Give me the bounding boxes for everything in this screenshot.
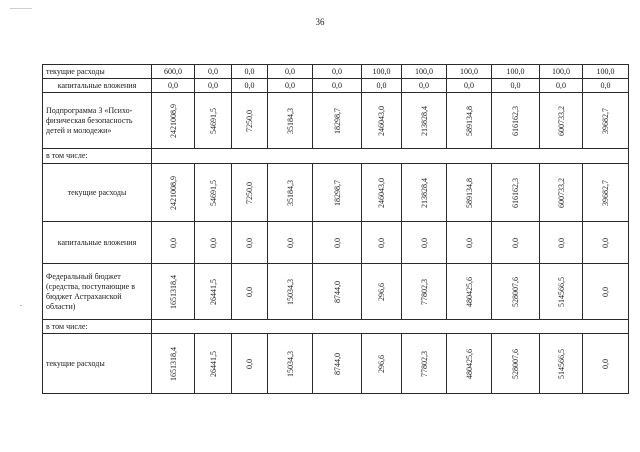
value-cell	[268, 264, 313, 320]
value-cell	[583, 93, 629, 149]
value-text: 7250,0	[245, 181, 254, 204]
value-text: 296,6	[377, 282, 386, 301]
value-text: 246043,0	[377, 105, 386, 136]
value-text: 0,0	[464, 237, 474, 248]
value-text: 15034,3	[285, 278, 295, 305]
value-cell	[492, 264, 540, 320]
row-label: капитальные вложения	[43, 79, 152, 93]
value-cell: 100,0	[540, 65, 583, 79]
value-text: 600733,2	[556, 105, 566, 136]
value-cell: 0,0	[447, 79, 492, 93]
value-cell	[195, 164, 232, 222]
table-row	[43, 93, 629, 149]
value-text: 616162,3	[511, 177, 520, 208]
value-cell	[583, 264, 629, 320]
table-row	[43, 222, 629, 264]
value-cell: 0,0	[540, 79, 583, 93]
row-label: в том числе:	[43, 149, 152, 164]
table-row	[43, 164, 629, 222]
value-text: 18298,7	[332, 107, 342, 134]
value-cell	[362, 93, 402, 149]
value-text: 54691,5	[208, 179, 218, 206]
value-cell: 0,0	[195, 79, 232, 93]
value-cell	[540, 334, 583, 394]
value-cell	[492, 222, 540, 264]
empty-span-cell	[152, 149, 629, 164]
margin-mark: -	[20, 301, 23, 309]
value-text: 0,0	[377, 237, 386, 248]
value-cell	[447, 93, 492, 149]
value-text: 54691,5	[208, 107, 218, 134]
value-text: 514566,5	[556, 276, 566, 307]
value-text: 589134,8	[464, 105, 474, 136]
table-row	[43, 334, 629, 394]
value-text: 246043,0	[377, 177, 386, 208]
value-text: 0,0	[245, 358, 254, 369]
value-cell	[195, 93, 232, 149]
value-cell	[583, 222, 629, 264]
value-cell	[583, 164, 629, 222]
value-text: 600733,2	[556, 177, 566, 208]
value-text: 39682,7	[601, 107, 610, 134]
value-text: 1651318,4	[168, 346, 178, 381]
value-cell	[313, 334, 362, 394]
value-text: 589134,8	[464, 177, 474, 208]
value-cell: 0,0	[152, 79, 195, 93]
value-text: 0,0	[332, 237, 342, 248]
row-label: текущие расходы	[43, 65, 152, 79]
value-cell: 100,0	[447, 65, 492, 79]
row-label: текущие расходы	[43, 334, 152, 394]
value-cell: 0,0	[583, 79, 629, 93]
value-text: 8744,0	[332, 352, 342, 375]
page-number: 36	[315, 17, 325, 27]
value-cell	[152, 264, 195, 320]
table-row	[43, 149, 629, 164]
value-text: 77802,3	[419, 350, 429, 377]
value-cell	[313, 164, 362, 222]
value-text: 0,0	[419, 237, 429, 248]
value-text: 616162,3	[511, 105, 520, 136]
value-text: 2421008,9	[168, 103, 178, 138]
value-cell	[540, 164, 583, 222]
value-cell	[232, 164, 268, 222]
value-text: 0,0	[601, 286, 610, 297]
value-text: 528007,6	[511, 348, 520, 379]
value-cell: 0,0	[313, 79, 362, 93]
value-text: 213828,4	[419, 177, 429, 208]
table-row	[43, 264, 629, 320]
row-label: Федеральный бюджет (средства, поступающие в бюджет Астраханской области)	[43, 264, 152, 320]
value-cell	[447, 222, 492, 264]
value-cell	[402, 164, 447, 222]
value-text: 0,0	[245, 286, 254, 297]
value-cell: 100,0	[402, 65, 447, 79]
value-cell: 0,0	[232, 79, 268, 93]
table-row	[43, 79, 629, 93]
value-text: 0,0	[208, 237, 218, 248]
value-cell	[232, 93, 268, 149]
budget-table-container	[42, 64, 629, 394]
row-label: в том числе:	[43, 320, 152, 334]
value-cell	[540, 93, 583, 149]
value-cell	[402, 264, 447, 320]
value-cell: 0,0	[313, 65, 362, 79]
value-text: 296,6	[377, 354, 386, 373]
value-cell	[313, 222, 362, 264]
value-cell	[362, 164, 402, 222]
value-text: 528007,6	[511, 276, 520, 307]
value-text: 0,0	[601, 237, 610, 248]
value-cell	[447, 334, 492, 394]
budget-table-body	[43, 65, 629, 394]
value-text: 77802,3	[419, 278, 429, 305]
value-text: 213828,4	[419, 105, 429, 136]
value-text: 0,0	[285, 237, 295, 248]
value-cell: 0,0	[268, 65, 313, 79]
value-cell: 600,0	[152, 65, 195, 79]
value-cell	[447, 264, 492, 320]
value-text: 480425,6	[464, 348, 474, 379]
value-text: 0,0	[556, 237, 566, 248]
scan-corner-mark	[10, 8, 32, 9]
value-cell	[152, 164, 195, 222]
value-cell	[447, 164, 492, 222]
value-cell	[492, 93, 540, 149]
value-cell	[195, 334, 232, 394]
value-cell	[268, 222, 313, 264]
value-text: 0,0	[168, 237, 178, 248]
value-cell: 0,0	[492, 79, 540, 93]
value-cell	[402, 334, 447, 394]
value-cell: 0,0	[232, 65, 268, 79]
value-text: 2421008,9	[168, 175, 178, 210]
value-cell	[402, 93, 447, 149]
value-text: 15034,3	[285, 350, 295, 377]
value-cell	[152, 93, 195, 149]
value-cell: 100,0	[492, 65, 540, 79]
table-row	[43, 320, 629, 334]
row-label: капитальные вложения	[43, 222, 152, 264]
value-cell	[195, 264, 232, 320]
value-text: 18298,7	[332, 179, 342, 206]
value-cell	[540, 264, 583, 320]
value-text: 26441,5	[208, 350, 218, 377]
row-label: текущие расходы	[43, 164, 152, 222]
value-text: 0,0	[245, 237, 254, 248]
value-cell	[268, 334, 313, 394]
empty-span-cell	[152, 320, 629, 334]
value-cell	[583, 334, 629, 394]
value-cell	[152, 334, 195, 394]
value-cell	[195, 222, 232, 264]
value-cell	[232, 264, 268, 320]
value-cell	[313, 93, 362, 149]
value-cell	[232, 222, 268, 264]
value-cell	[492, 334, 540, 394]
budget-table	[42, 64, 629, 394]
value-text: 35184,3	[285, 107, 295, 134]
value-text: 0,0	[511, 237, 520, 248]
value-cell	[540, 222, 583, 264]
value-cell	[232, 334, 268, 394]
value-cell: 0,0	[195, 65, 232, 79]
value-cell	[362, 334, 402, 394]
value-cell	[268, 93, 313, 149]
value-cell: 0,0	[268, 79, 313, 93]
value-cell	[362, 264, 402, 320]
value-cell	[362, 222, 402, 264]
value-cell: 100,0	[583, 65, 629, 79]
value-cell	[268, 164, 313, 222]
value-text: 0,0	[601, 358, 610, 369]
value-text: 480425,6	[464, 276, 474, 307]
value-cell	[492, 164, 540, 222]
value-text: 514566,5	[556, 348, 566, 379]
value-cell: 0,0	[362, 79, 402, 93]
value-cell	[152, 222, 195, 264]
row-label: Подпрограмма 3 «Психо-физическая безопасность детей и молодежи»	[43, 93, 152, 149]
value-text: 26441,5	[208, 278, 218, 305]
value-cell: 0,0	[402, 79, 447, 93]
value-text: 35184,3	[285, 179, 295, 206]
value-text: 8744,0	[332, 280, 342, 303]
value-text: 39682,7	[601, 179, 610, 206]
value-cell: 100,0	[362, 65, 402, 79]
value-cell	[402, 222, 447, 264]
value-text: 7250,0	[245, 109, 254, 132]
value-cell	[313, 264, 362, 320]
table-row	[43, 65, 629, 79]
value-text: 1651318,4	[168, 274, 178, 309]
